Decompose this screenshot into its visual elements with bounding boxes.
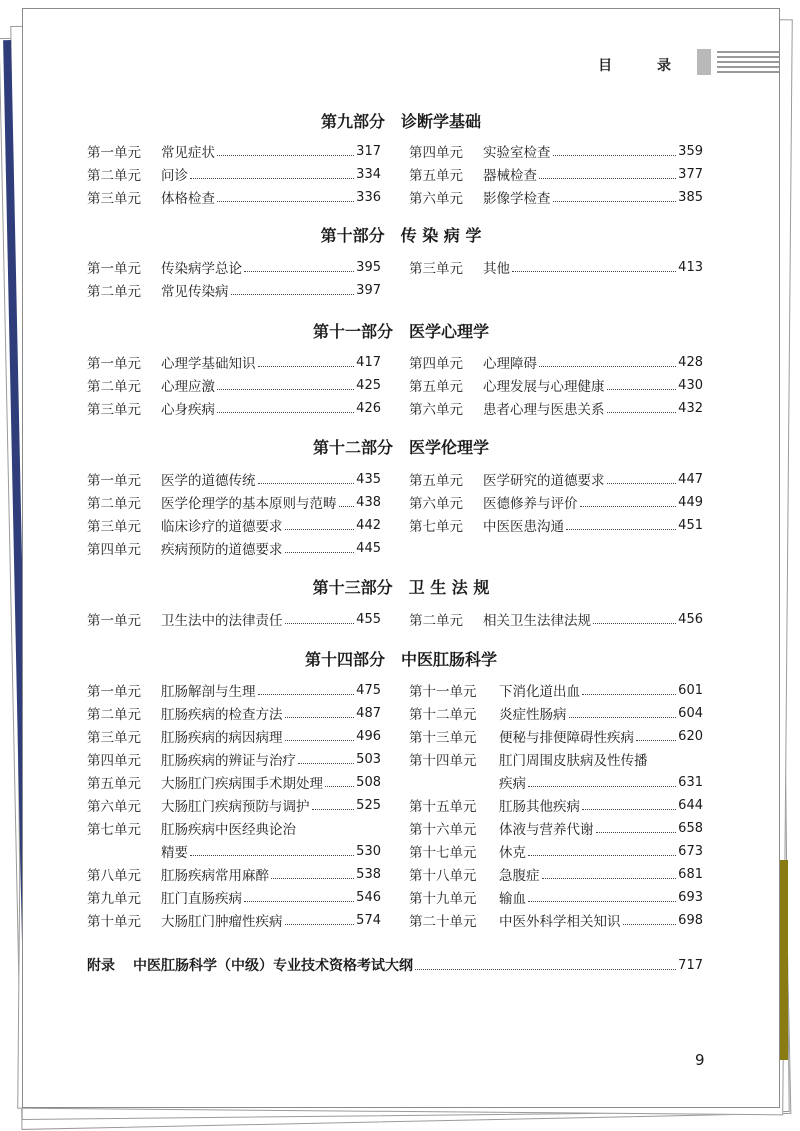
leader-dots — [582, 694, 676, 695]
toc-entry[interactable] — [87, 702, 381, 724]
unit-label: 第十七单元 — [409, 845, 477, 861]
toc-page — [22, 8, 780, 1108]
leader-dots — [512, 271, 676, 272]
entry-page: 447 — [678, 471, 703, 487]
toc-entry[interactable] — [87, 468, 381, 490]
entry-page: 508 — [356, 774, 381, 790]
appendix-title: 中医肛肠科学（中级）专业技术资格考试大纲 — [133, 958, 413, 974]
entry-title: 便秘与排便障碍性疾病 — [499, 730, 634, 746]
entry-page: 455 — [356, 611, 381, 627]
leader-dots — [298, 763, 354, 764]
unit-label: 第十八单元 — [409, 868, 477, 884]
toc-entry[interactable] — [87, 909, 381, 931]
unit-label: 第二单元 — [87, 496, 141, 512]
toc-entry[interactable] — [87, 817, 381, 839]
unit-label: 第一单元 — [87, 261, 141, 277]
unit-label: 第三单元 — [87, 730, 141, 746]
section-title: 第九部分 诊断学基础 — [320, 112, 481, 131]
entry-title: 肛肠疾病中医经典论治 — [161, 822, 296, 838]
unit-label: 第二单元 — [87, 168, 141, 184]
entry-page: 604 — [678, 705, 703, 721]
toc-entry[interactable] — [409, 794, 703, 816]
entry-title: 休克 — [499, 845, 526, 861]
entry-title: 器械检查 — [483, 168, 537, 184]
entry-title: 体格检查 — [161, 191, 215, 207]
entry-title: 疾病预防的道德要求 — [161, 542, 283, 558]
leader-dots — [190, 178, 354, 179]
leader-dots — [312, 809, 355, 810]
entry-title: 医学的道德传统 — [161, 473, 256, 489]
leader-dots — [553, 201, 677, 202]
entry-page: 681 — [678, 866, 703, 882]
page-number: 9 — [695, 1051, 705, 1069]
unit-label: 第三单元 — [87, 191, 141, 207]
entry-page: 417 — [356, 354, 381, 370]
entry-page: 442 — [356, 517, 381, 533]
entry-title: 常见传染病 — [161, 284, 229, 300]
header-decor-lines — [717, 51, 779, 73]
entry-page: 385 — [678, 189, 703, 205]
entry-title: 下消化道出血 — [499, 684, 580, 700]
toc-entry[interactable] — [87, 186, 381, 208]
entry-page: 430 — [678, 377, 703, 393]
entry-page: 496 — [356, 728, 381, 744]
entry-title: 输血 — [499, 891, 526, 907]
unit-label: 第十三单元 — [409, 730, 477, 746]
entry-page: 673 — [678, 843, 703, 859]
entry-page: 435 — [356, 471, 381, 487]
entry-title: 心理应激 — [161, 379, 215, 395]
toc-entry-continued[interactable] — [87, 840, 381, 862]
entry-page: 631 — [678, 774, 703, 790]
unit-label: 第六单元 — [409, 402, 463, 418]
unit-label: 第十五单元 — [409, 799, 477, 815]
unit-label: 第三单元 — [87, 402, 141, 418]
toc-entry[interactable] — [409, 374, 703, 396]
toc-entry[interactable] — [409, 909, 703, 931]
leader-dots — [607, 412, 677, 413]
unit-label: 第七单元 — [409, 519, 463, 535]
leader-dots — [285, 717, 355, 718]
leader-dots — [244, 271, 354, 272]
entry-page: 449 — [678, 494, 703, 510]
unit-label: 第一单元 — [87, 356, 141, 372]
entry-page: 395 — [356, 259, 381, 275]
toc-entry[interactable] — [409, 840, 703, 862]
unit-label: 第四单元 — [87, 542, 141, 558]
entry-page: 475 — [356, 682, 381, 698]
entry-page: 336 — [356, 189, 381, 205]
entry-page: 487 — [356, 705, 381, 721]
unit-label: 第五单元 — [409, 168, 463, 184]
leader-dots — [415, 969, 676, 970]
entry-title: 传染病学总论 — [161, 261, 242, 277]
leader-dots — [580, 506, 677, 507]
unit-label: 第九单元 — [87, 891, 141, 907]
leader-dots — [217, 412, 354, 413]
unit-label: 第十九单元 — [409, 891, 477, 907]
appendix-page: 717 — [678, 957, 703, 973]
entry-title: 大肠肛门肿瘤性疾病 — [161, 914, 283, 930]
leader-dots — [593, 623, 676, 624]
entry-page: 538 — [356, 866, 381, 882]
leader-dots — [285, 740, 355, 741]
appendix-label: 附录 — [87, 958, 115, 974]
entry-page: 432 — [678, 400, 703, 416]
leader-dots — [566, 529, 676, 530]
toc-entry[interactable] — [409, 256, 703, 278]
entry-page: 425 — [356, 377, 381, 393]
section-title: 第十二部分 医学伦理学 — [312, 438, 489, 457]
unit-label: 第三单元 — [87, 519, 141, 535]
entry-page: 530 — [356, 843, 381, 859]
toc-entry[interactable] — [87, 397, 381, 419]
entry-title: 急腹症 — [499, 868, 540, 884]
entry-page: 525 — [356, 797, 381, 813]
entry-title: 心身疾病 — [161, 402, 215, 418]
section-title: 第十四部分 中医肛肠科学 — [304, 650, 497, 669]
entry-title: 肛肠疾病常用麻醉 — [161, 868, 269, 884]
entry-page: 445 — [356, 540, 381, 556]
leader-dots — [607, 483, 677, 484]
entry-title: 相关卫生法律法规 — [483, 613, 591, 629]
unit-label: 第十六单元 — [409, 822, 477, 838]
toc-entry[interactable] — [409, 514, 703, 536]
leader-dots — [258, 694, 355, 695]
leader-dots — [217, 201, 354, 202]
leader-dots — [542, 878, 677, 879]
leader-dots — [539, 178, 676, 179]
toc-entry[interactable] — [409, 351, 703, 373]
entry-page: 377 — [678, 166, 703, 182]
entry-title: 大肠肛门疾病预防与调护 — [161, 799, 310, 815]
leader-dots — [325, 786, 354, 787]
entry-title: 肛肠其他疾病 — [499, 799, 580, 815]
leader-dots — [623, 924, 677, 925]
unit-label: 第二十单元 — [409, 914, 477, 930]
unit-label: 第三单元 — [409, 261, 463, 277]
entry-title: 体液与营养代谢 — [499, 822, 594, 838]
leader-dots — [607, 389, 677, 390]
unit-label: 第十单元 — [87, 914, 141, 930]
entry-page: 426 — [356, 400, 381, 416]
entry-title: 中医外科学相关知识 — [499, 914, 621, 930]
entry-title: 心理学基础知识 — [161, 356, 256, 372]
unit-label: 第四单元 — [409, 145, 463, 161]
leader-dots — [636, 740, 676, 741]
leader-dots — [285, 623, 355, 624]
entry-page: 359 — [678, 143, 703, 159]
unit-label: 第六单元 — [409, 496, 463, 512]
entry-title-continued: 精要 — [161, 845, 188, 861]
header-decor-block — [697, 49, 711, 75]
entry-title: 卫生法中的法律责任 — [161, 613, 283, 629]
unit-label: 第一单元 — [87, 145, 141, 161]
toc-entry[interactable] — [409, 491, 703, 513]
entry-page: 413 — [678, 259, 703, 275]
entry-page: 546 — [356, 889, 381, 905]
leader-dots — [285, 529, 355, 530]
unit-label: 第七单元 — [87, 822, 141, 838]
entry-title: 患者心理与医患关系 — [483, 402, 605, 418]
entry-title: 肛肠疾病的辨证与治疗 — [161, 753, 296, 769]
toc-entry[interactable] — [87, 608, 381, 630]
entry-page: 601 — [678, 682, 703, 698]
toc-entry[interactable] — [87, 748, 381, 770]
entry-title: 中医医患沟通 — [483, 519, 564, 535]
entry-title: 临床诊疗的道德要求 — [161, 519, 283, 535]
page-header — [579, 49, 779, 81]
toc-entry[interactable] — [87, 794, 381, 816]
entry-page: 644 — [678, 797, 703, 813]
toc-entry[interactable] — [409, 397, 703, 419]
leader-dots — [528, 855, 676, 856]
toc-entry[interactable] — [87, 140, 381, 162]
entry-title: 炎症性肠病 — [499, 707, 567, 723]
toc-entry[interactable] — [409, 163, 703, 185]
section-title: 第十部分 传 染 病 学 — [320, 226, 482, 245]
entry-title: 肛门周围皮肤病及性传播 — [499, 753, 648, 769]
unit-label: 第二单元 — [87, 284, 141, 300]
leader-dots — [231, 294, 355, 295]
entry-title: 医学研究的道德要求 — [483, 473, 605, 489]
toc-entry[interactable] — [409, 886, 703, 908]
entry-title: 常见症状 — [161, 145, 215, 161]
toc-entry[interactable] — [409, 679, 703, 701]
leader-dots — [539, 366, 676, 367]
entry-page: 693 — [678, 889, 703, 905]
unit-label: 第二单元 — [87, 707, 141, 723]
leader-dots — [258, 366, 355, 367]
unit-label: 第五单元 — [87, 776, 141, 792]
entry-title: 肛肠疾病的检查方法 — [161, 707, 283, 723]
unit-label: 第四单元 — [87, 753, 141, 769]
unit-label: 第一单元 — [87, 684, 141, 700]
toc-entry[interactable] — [409, 140, 703, 162]
unit-label: 第六单元 — [87, 799, 141, 815]
unit-label: 第十二单元 — [409, 707, 477, 723]
unit-label: 第四单元 — [409, 356, 463, 372]
leader-dots — [596, 832, 677, 833]
entry-page: 574 — [356, 912, 381, 928]
leader-dots — [190, 855, 354, 856]
leader-dots — [244, 901, 354, 902]
leader-dots — [569, 717, 677, 718]
section-title: 第十一部分 医学心理学 — [312, 322, 489, 341]
leader-dots — [528, 901, 676, 902]
toc-entry[interactable] — [409, 186, 703, 208]
toc-entry[interactable] — [409, 725, 703, 747]
leader-dots — [217, 389, 354, 390]
entry-page: 503 — [356, 751, 381, 767]
toc-entry[interactable] — [87, 679, 381, 701]
toc-entry[interactable] — [87, 351, 381, 373]
toc-entry[interactable] — [87, 771, 381, 793]
entry-page: 397 — [356, 282, 381, 298]
entry-page: 456 — [678, 611, 703, 627]
unit-label: 第五单元 — [409, 473, 463, 489]
entry-title: 实验室检查 — [483, 145, 551, 161]
toc-entry[interactable] — [409, 863, 703, 885]
entry-page: 334 — [356, 166, 381, 182]
entry-page: 658 — [678, 820, 703, 836]
unit-label: 第十四单元 — [409, 753, 477, 769]
toc-entry-continued[interactable] — [409, 771, 703, 793]
unit-label: 第一单元 — [87, 473, 141, 489]
entry-title: 大肠肛门疾病围手术期处理 — [161, 776, 323, 792]
toc-entry[interactable] — [87, 514, 381, 536]
entry-page: 438 — [356, 494, 381, 510]
cover-edge — [779, 860, 788, 1060]
toc-entry[interactable] — [87, 374, 381, 396]
unit-label: 第二单元 — [87, 379, 141, 395]
leader-dots — [528, 786, 676, 787]
section-title: 第十三部分 卫 生 法 规 — [312, 578, 490, 597]
toc-entry[interactable] — [409, 468, 703, 490]
toc-entry[interactable] — [87, 163, 381, 185]
entry-title: 影像学检查 — [483, 191, 551, 207]
entry-title: 其他 — [483, 261, 510, 277]
leader-dots — [258, 483, 355, 484]
entry-title: 医德修养与评价 — [483, 496, 578, 512]
unit-label: 第八单元 — [87, 868, 141, 884]
toc-entry[interactable] — [87, 491, 381, 513]
toc-entry[interactable] — [87, 279, 381, 301]
appendix-entry — [87, 954, 703, 976]
entry-page: 698 — [678, 912, 703, 928]
unit-label: 第五单元 — [409, 379, 463, 395]
toc-entry[interactable] — [409, 748, 703, 770]
leader-dots — [582, 809, 676, 810]
entry-title: 肛门直肠疾病 — [161, 891, 242, 907]
toc-entry[interactable] — [87, 725, 381, 747]
toc-entry[interactable] — [409, 702, 703, 724]
toc-entry[interactable] — [87, 537, 381, 559]
header-title: 目 录 — [598, 58, 691, 74]
leader-dots — [285, 552, 355, 553]
entry-title: 心理发展与心理健康 — [483, 379, 605, 395]
unit-label: 第十一单元 — [409, 684, 477, 700]
toc-entry[interactable] — [87, 863, 381, 885]
toc-entry[interactable] — [87, 886, 381, 908]
toc-entry[interactable] — [87, 256, 381, 278]
entry-title: 心理障碍 — [483, 356, 537, 372]
unit-label: 第二单元 — [409, 613, 463, 629]
entry-title: 问诊 — [161, 168, 188, 184]
leader-dots — [271, 878, 354, 879]
unit-label: 第一单元 — [87, 613, 141, 629]
entry-page: 451 — [678, 517, 703, 533]
entry-page: 317 — [356, 143, 381, 159]
leader-dots — [285, 924, 355, 925]
entry-page: 620 — [678, 728, 703, 744]
entry-page: 428 — [678, 354, 703, 370]
entry-title-continued: 疾病 — [499, 776, 526, 792]
entry-title: 肛肠疾病的病因病理 — [161, 730, 283, 746]
entry-title: 肛肠解剖与生理 — [161, 684, 256, 700]
leader-dots — [553, 155, 677, 156]
unit-label: 第六单元 — [409, 191, 463, 207]
toc-entry[interactable] — [409, 817, 703, 839]
toc-entry[interactable] — [409, 608, 703, 630]
leader-dots — [339, 506, 355, 507]
leader-dots — [217, 155, 354, 156]
entry-title: 医学伦理学的基本原则与范畴 — [161, 496, 337, 512]
